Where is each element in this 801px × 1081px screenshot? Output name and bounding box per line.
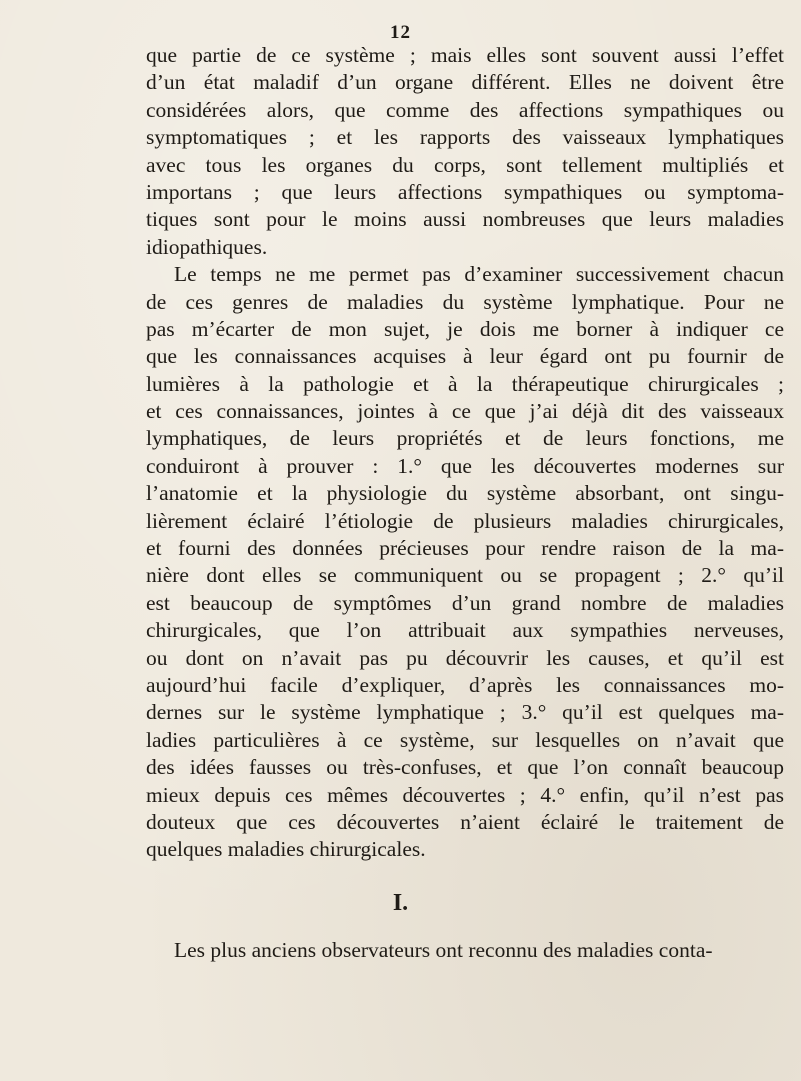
text-line: et ces connaissances, jointes à ce que j’ai déjà dit des vaisseaux <box>146 399 784 424</box>
text-line: que les connaissances acquises à leur égard ont pu fournir de <box>146 344 784 369</box>
text-line: dernes sur le système lymphatique ; 3.° qu’il est quelques ma- <box>146 700 784 725</box>
text-line: nière dont elles se communiquent ou se propagent ; 2.° qu’il <box>146 563 784 588</box>
text-line: que partie de ce système ; mais elles sont souvent aussi l’effet <box>146 43 784 67</box>
text-line: chirurgicales, que l’on attribuait aux sympathies nerveuses, <box>146 618 784 643</box>
text-line: avec tous les organes du corps, sont tellement multipliés et <box>146 152 784 177</box>
text-line: importans ; que leurs affections sympathiques ou symptoma- <box>146 179 784 204</box>
text-line: aujourd’hui facile d’expliquer, d’après les connaissances mo- <box>146 672 784 697</box>
text-line: pas m’écarter de mon sujet, je dois me borner à indiquer ce <box>146 316 784 341</box>
text-line: d’un état maladif d’un organe différent. Elles ne doivent être <box>146 70 784 95</box>
text-line: est beaucoup de symptômes d’un grand nombre de maladies <box>146 590 784 615</box>
text-line: Le temps ne me permet pas d’examiner successivement chacun <box>174 262 784 287</box>
text-line: lymphatiques, de leurs propriétés et de leurs fonctions, me <box>146 426 784 451</box>
section-first-line <box>174 937 784 964</box>
text-line: des idées fausses ou très-confuses, et que l’on connaît beaucoup <box>146 755 784 780</box>
text-line: considérées alors, que comme des affections sympathiques ou <box>146 97 784 122</box>
text-line: symptomatiques ; et les rapports des vaisseaux lymphatiques <box>146 125 784 150</box>
text-line: l’anatomie et la physiologie du système absorbant, ont singu- <box>146 481 784 506</box>
text-line: lumières à la pathologie et à la thérapeutique chirurgicales ; <box>146 371 784 396</box>
text-line: mieux depuis ces mêmes découvertes ; 4.° enfin, qu’il n’est pas <box>146 782 784 807</box>
text-line: conduiront à prouver : 1.° que les découvertes modernes sur <box>146 453 784 478</box>
text-line: douteux que ces découvertes n’aient éclairé le traitement de <box>146 809 784 834</box>
text-line: quelques maladies chirurgicales. <box>146 837 426 862</box>
section-heading: I. <box>392 890 409 916</box>
text-line: lièrement éclairé l’étiologie de plusieurs maladies chirurgicales, <box>146 508 784 533</box>
text-line: et fourni des données précieuses pour rendre raison de la ma- <box>146 536 784 561</box>
text-line: tiques sont pour le moins aussi nombreuses que leurs maladies <box>146 207 784 232</box>
text-line: de ces genres de maladies du système lymphatique. Pour ne <box>146 289 784 314</box>
text-line: ou dont on n’avait pas pu découvrir les causes, et qu’il est <box>146 645 784 670</box>
body-text <box>146 42 784 864</box>
text-line: idiopathiques. <box>146 234 268 259</box>
text-line: Les plus anciens observateurs ont reconnu des maladies conta- <box>174 938 713 962</box>
text-line: ladies particulières à ce système, sur lesquelles on n’avait que <box>146 727 784 752</box>
page-number: 12 <box>390 22 411 43</box>
